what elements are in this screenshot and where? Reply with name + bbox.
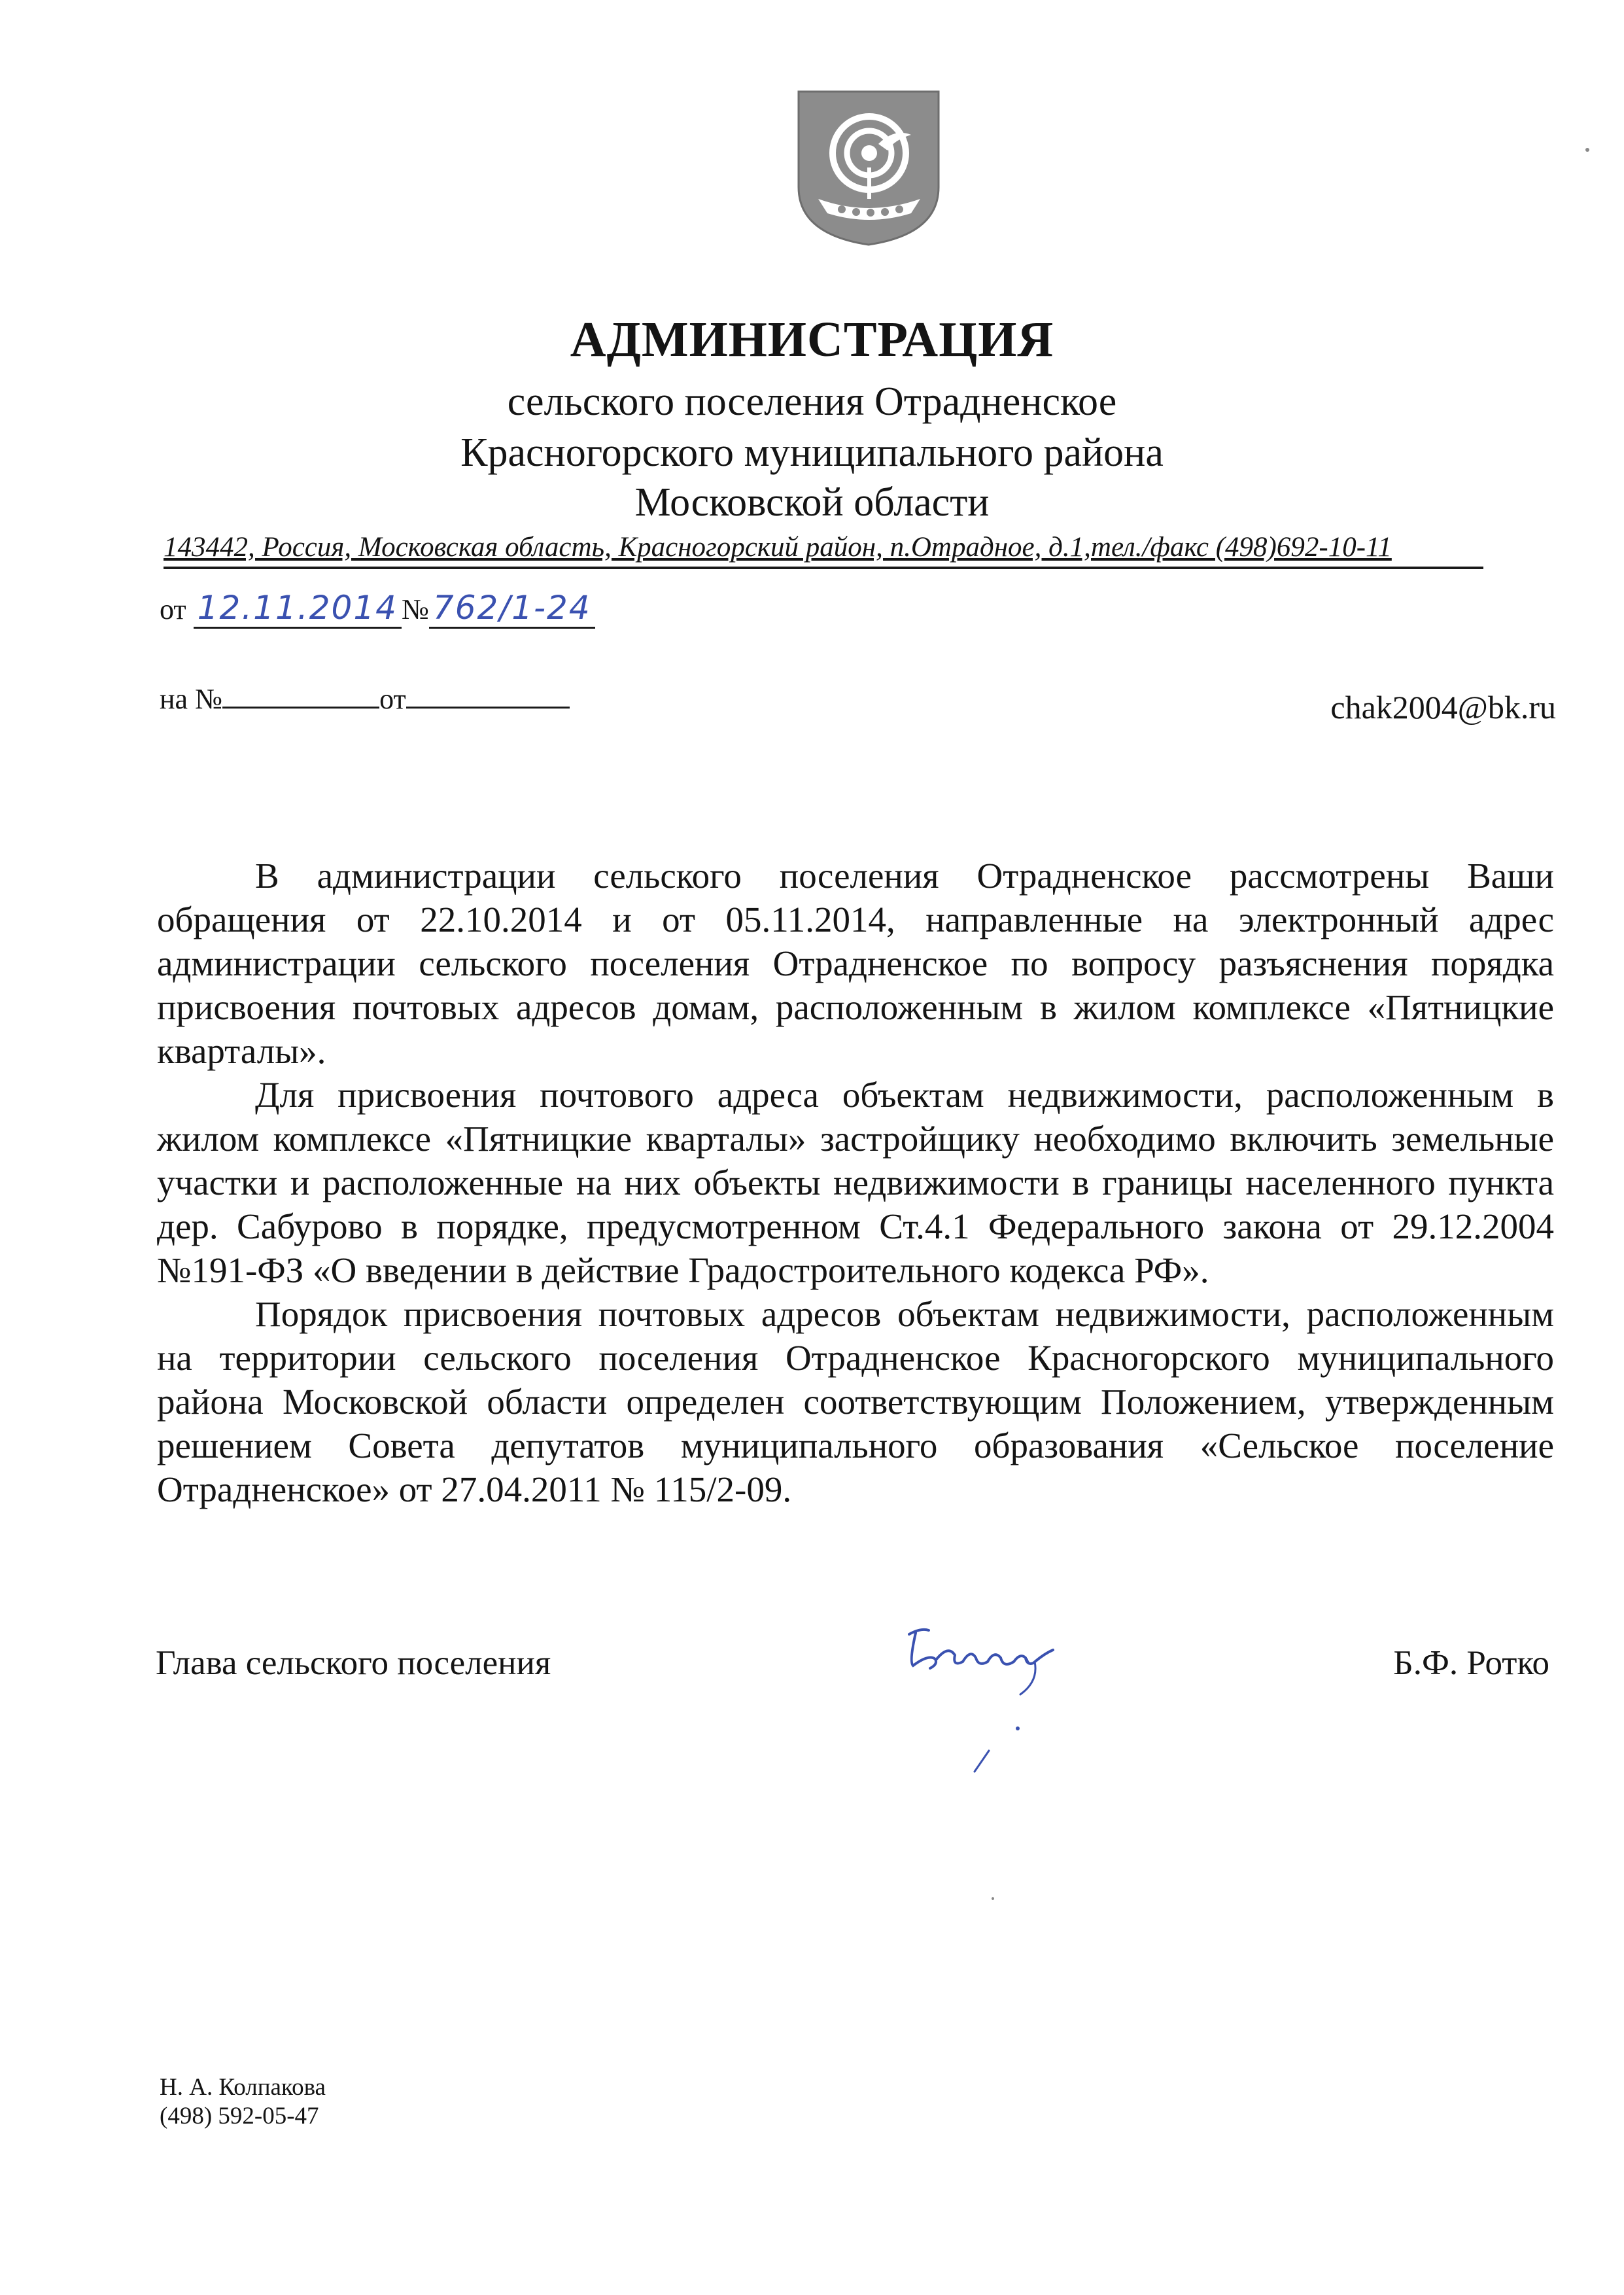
incoming-reference [160, 680, 570, 716]
organization-subtitle-line3: Московской области [634, 480, 990, 525]
organization-address [164, 531, 1392, 563]
organization-title: АДМИНИСТРАЦИЯ [570, 312, 1054, 367]
reply-number-label: на № [160, 683, 223, 715]
header-divider [164, 567, 1483, 569]
reply-number-blank [222, 680, 379, 709]
body-paragraph-3: Порядок присвоения почтовых адресов объектам недвижимости, расположенным на территории сельского поселения Отрадненское Красногорского муниципального района Московской области определен соответствующим Положением, утвержденным решением Совета депутатов муниципального образования «Сельское поселение Отрадненское» от 27.04.2011 № 115/2-09. [157, 1294, 1554, 1509]
coat-of-arms-emblem [796, 89, 941, 247]
body-paragraph-1: В администрации сельского поселения Отрадненское рассмотрены Ваши обращения от 22.10.2014 и от 05.11.2014, направленные на электронный адрес администрации сельского поселения Отрадненское по вопросу разъяснения порядка присвоения почтовых адресов домам, расположенным в жилом комплексе «Пятницкие кварталы». [157, 856, 1554, 1071]
executor-phone: (498) 592-05-47 [160, 2103, 319, 2129]
signatory-position: Глава сельского поселения [156, 1644, 551, 1682]
outgoing-date: 12.11.2014 [197, 589, 398, 627]
executor-name: Н. А. Колпакова [160, 2074, 326, 2101]
outgoing-reference [160, 589, 595, 629]
outgoing-date-field [194, 589, 402, 629]
reply-date-blank [406, 680, 570, 709]
scan-speck [1585, 148, 1589, 152]
organization-subtitle-line1: сельского поселения Отрадненское [507, 379, 1117, 424]
reply-date-label: от [379, 683, 406, 715]
outgoing-number-field [429, 589, 595, 629]
outgoing-number: 762/1-24 [432, 589, 591, 627]
date-label: от [160, 593, 186, 625]
recipient-email: chak2004@bk.ru [1330, 689, 1556, 726]
letter-body [157, 854, 1554, 1511]
handwritten-signature [890, 1616, 1086, 1786]
signatory-name: Б.Ф. Ротко [1393, 1644, 1549, 1682]
scan-speck [992, 1897, 994, 1900]
organization-subtitle-line2: Красногорского муниципального района [460, 430, 1164, 475]
body-paragraph-2: Для присвоения почтового адреса объектам недвижимости, расположенным в жилом комплексе «Пятницкие кварталы» застройщику необходимо включить земельные участки и расположенные на них объекты недвижимости в границы населенного пункта дер. Сабурово в порядке, предусмотренном Ст.4.1 Федерального закона от 29.12.2004 №191-ФЗ «О введении в действие Градостроительного кодекса РФ». [157, 1075, 1554, 1290]
address-text: 143442, Россия, Московская область, Красногорский район, п.Отрадное, д.1,тел./факс (498)692-10-11 [164, 532, 1392, 563]
executor-info [160, 2073, 326, 2131]
number-label: № [401, 593, 429, 625]
